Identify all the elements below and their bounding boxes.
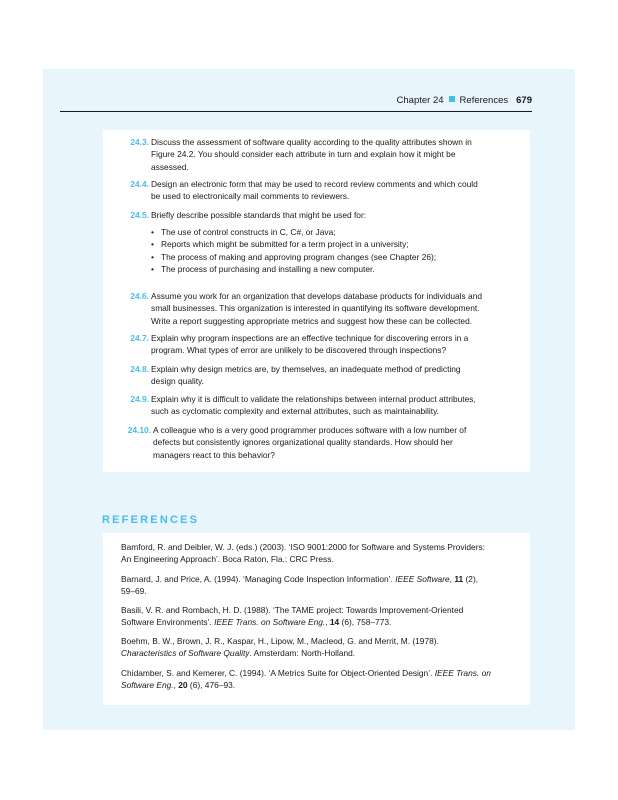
header-rule <box>60 111 532 112</box>
reference-barnard: Barnard, J. and Price, A. (1994). ‘Managing Code Inspection Information’. IEEE Software, 11 (2), 59–69. <box>121 574 479 597</box>
exercise-text: A colleague who is a very good programmer produces software with a low number of defects but consistently ignores organizational quality standards. How should her managers react to this behavior? <box>153 425 467 460</box>
section-label: References <box>459 95 509 106</box>
exercise-text: Discuss the assessment of software quality according to the quality attributes shown in Figure 24.2. You should consider each attribute in turn and explain how it might be assessed. <box>151 137 472 172</box>
reference-basili: Basili, V. R. and Rombach, H. D. (1988). ‘The TAME project: Towards Improvement-Oriented Software Environments’. IEEE Trans. on Software Eng., 14 (6), 758–773. <box>121 605 464 628</box>
exercise-text: Explain why it is difficult to validate the relationships between internal product attributes, such as cyclomatic complexity and external attributes, such as maintainability. <box>151 394 476 417</box>
reference-boehm: Boehm, B. W., Brown, J. R., Kaspar, H., Lipow, M., Macleod, G. and Merrit, M. (1978). Characteristics of Software Quality. Amsterdam: North-Holland. <box>121 636 439 659</box>
bullet-icon: • <box>151 239 154 249</box>
exercise-text: Explain why design metrics are, by themselves, an inadequate method of predicting design quality. <box>151 364 461 387</box>
exercise-text: Briefly describe possible standards that might be used for: <box>151 210 367 220</box>
references-heading: REFERENCES <box>102 514 200 526</box>
reference-chidamber: Chidamber, S. and Kemerer, C. (1994). ‘A Metrics Suite for Object-Oriented Design’. IEEE Trans. on Software Eng., 20 (6), 476–93. <box>121 668 491 691</box>
references-box <box>103 533 530 705</box>
exercise-number: 24.9. <box>130 394 149 404</box>
bullet-icon: • <box>151 227 154 237</box>
page-number: 679 <box>516 95 532 106</box>
exercise-number: 24.3. <box>130 137 149 147</box>
bullet-icon: • <box>151 252 154 262</box>
exercise-number: 24.4. <box>130 179 149 189</box>
chapter-label: Chapter 24 <box>396 95 444 106</box>
exercise-number: 24.8. <box>130 364 149 374</box>
reference-bamford: Bamford, R. and Deibler, W. J. (eds.) (2003). ‘ISO 9001:2000 for Software and Systems Providers: An Engineering Approach’. Boca Raton, Fla.: CRC Press. <box>121 542 486 565</box>
exercise-number: 24.5. <box>130 210 149 220</box>
square-bullet-icon <box>449 96 455 102</box>
exercise-number: 24.7. <box>130 333 149 343</box>
bullet-icon: • <box>151 264 154 274</box>
exercise-number: 24.10. <box>127 425 151 435</box>
exercise-text: Assume you work for an organization that develops database products for individuals and small businesses. This organization is interested in quantifying its software development. Write a report suggesting appropriate metrics and suggest how these can be collected. <box>151 291 483 326</box>
exercises-box: 24.3. Discuss the assessment of software quality according to the quality attributes shown in Figure 24.2. You should consider each attribute in turn and explain how it might be assessed. 24.4. Design an electronic form that may be used to record review comments and which could be used to electronically mail comments to reviewers. 24.5. Briefly describe possible standards that might be used for: • The use of control constructs in C, C#, or Java; • Reports which might be submitted for a term project in a university; • The process of making and approving program changes (see Chapter 26); • The process of purchasing and installing a new computer. 24.6. Assume you work for an organization that develops database products for individuals and small businesses. This organization is interested in quantifying its software development. Write a report suggesting appropriate metrics and suggest how these can be collected. 24.7. Explain why program inspections are an effective technique for discovering errors in a program. What types of error are unlikely to be discovered through inspections? 24.8. Explain why design metrics are, by themselves, an inadequate method of predicting design quality. 24.9. Explain why it is difficult to validate the relationships between internal product attributes, such as cyclomatic complexity and external attributes, such as maintainability. 24.10. A colleague who is a very good programmer produces software with a low number of defects but consistently ignores organizational quality standards. How should her managers react to this behavior? <box>103 130 530 472</box>
running-header <box>60 95 532 111</box>
exercise-number: 24.6. <box>130 291 149 301</box>
exercise-text: Design an electronic form that may be used to record review comments and which could be used to electronically mail comments to reviewers. <box>151 179 478 202</box>
exercise-text: Explain why program inspections are an effective technique for discovering errors in a program. What types of error are unlikely to be discovered through inspections? <box>151 333 469 356</box>
